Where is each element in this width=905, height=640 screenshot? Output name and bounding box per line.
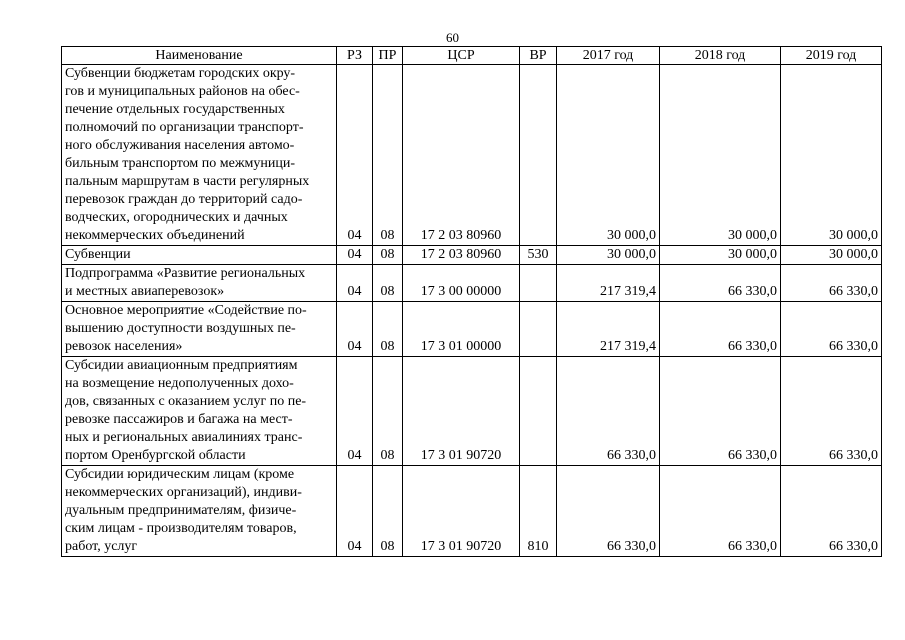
cell-csr: 17 3 01 90720 (403, 357, 520, 466)
name-line: Субвенции бюджетам городских окру- (65, 66, 296, 81)
cell-2018: 30 000,0 (660, 65, 781, 246)
cell-pr: 08 (373, 302, 403, 357)
header-name: Наименование (62, 47, 337, 65)
cell-rz: 04 (337, 65, 373, 246)
cell-rz: 04 (337, 246, 373, 265)
cell-pr: 08 (373, 357, 403, 466)
name-line: полномочий по организации транспорт- (65, 120, 304, 135)
page-number: 60 (446, 30, 459, 45)
table-row (62, 302, 882, 357)
cell-vr: 530 (520, 246, 557, 265)
name-line: и местных авиаперевозок» (65, 284, 225, 299)
cell-2017: 217 319,4 (557, 265, 660, 302)
header-2017: 2017 год (557, 47, 660, 65)
name-line: вышению доступности воздушных пе- (65, 321, 296, 336)
cell-2019: 30 000,0 (781, 246, 882, 265)
name-line: Основное мероприятие «Содействие по- (65, 303, 307, 318)
cell-name (62, 357, 337, 466)
cell-vr (520, 265, 557, 302)
cell-vr (520, 357, 557, 466)
cell-csr: 17 3 01 00000 (403, 302, 520, 357)
cell-2018: 66 330,0 (660, 466, 781, 557)
cell-2018: 66 330,0 (660, 265, 781, 302)
name-line: ревозке пассажиров и багажа на мест- (65, 412, 293, 427)
cell-rz: 04 (337, 466, 373, 557)
cell-2019: 66 330,0 (781, 357, 882, 466)
cell-2019: 66 330,0 (781, 265, 882, 302)
name-line: дов, связанных с оказанием услуг по пе- (65, 394, 307, 409)
name-line: ных и региональных авиалиниях транс- (65, 430, 303, 445)
table-row (62, 246, 882, 265)
cell-csr: 17 2 03 80960 (403, 246, 520, 265)
cell-csr: 17 3 01 90720 (403, 466, 520, 557)
name-line: пальным маршрутам в части регулярных (65, 174, 310, 189)
table-body (62, 65, 882, 557)
header-vr: ВР (520, 47, 557, 65)
cell-2017: 30 000,0 (557, 65, 660, 246)
name-line: Субсидии авиационным предприятиям (65, 358, 298, 373)
cell-2017: 30 000,0 (557, 246, 660, 265)
name-line: некоммерческих объединений (65, 228, 245, 243)
cell-2019: 66 330,0 (781, 302, 882, 357)
cell-2018: 66 330,0 (660, 357, 781, 466)
cell-2019: 30 000,0 (781, 65, 882, 246)
header-rz: РЗ (337, 47, 373, 65)
cell-pr: 08 (373, 265, 403, 302)
name-line: ревозок населения» (65, 339, 183, 354)
cell-csr: 17 3 00 00000 (403, 265, 520, 302)
name-line: ного обслуживания населения автомо- (65, 138, 295, 153)
name-line: на возмещение недополученных дохо- (65, 376, 294, 391)
cell-2018: 30 000,0 (660, 246, 781, 265)
name-line: печение отдельных государственных (65, 102, 285, 117)
name-line: Субвенции (65, 247, 131, 262)
cell-name (62, 466, 337, 557)
cell-2019: 66 330,0 (781, 466, 882, 557)
cell-name (62, 65, 337, 246)
name-line: бильным транспортом по межмуници- (65, 156, 296, 171)
name-line: Подпрограмма «Развитие региональных (65, 266, 306, 281)
table-row (62, 357, 882, 466)
name-line: дуальным предпринимателям, физиче- (65, 503, 297, 518)
name-line: гов и муниципальных районов на обес- (65, 84, 300, 99)
cell-2017: 66 330,0 (557, 357, 660, 466)
cell-2017: 217 319,4 (557, 302, 660, 357)
cell-pr: 08 (373, 65, 403, 246)
cell-rz: 04 (337, 265, 373, 302)
cell-name (62, 302, 337, 357)
name-line: работ, услуг (65, 539, 138, 554)
budget-table (61, 46, 882, 557)
name-line: Субсидии юридическим лицам (кроме (65, 467, 295, 482)
header-csr: ЦСР (403, 47, 520, 65)
name-line: ским лицам - производителям товаров, (65, 521, 297, 536)
header-pr: ПР (373, 47, 403, 65)
cell-vr (520, 302, 557, 357)
cell-vr: 810 (520, 466, 557, 557)
cell-csr: 17 2 03 80960 (403, 65, 520, 246)
cell-2017: 66 330,0 (557, 466, 660, 557)
table-row (62, 65, 882, 246)
cell-name (62, 265, 337, 302)
header-2019: 2019 год (781, 47, 882, 65)
cell-name (62, 246, 337, 265)
cell-2018: 66 330,0 (660, 302, 781, 357)
name-line: водческих, огороднических и дачных (65, 210, 288, 225)
name-line: перевозок граждан до территорий садо- (65, 192, 303, 207)
table-row (62, 265, 882, 302)
table-row (62, 466, 882, 557)
cell-pr: 08 (373, 246, 403, 265)
name-line: некоммерческих организаций), индиви- (65, 485, 302, 500)
header-2018: 2018 год (660, 47, 781, 65)
cell-rz: 04 (337, 302, 373, 357)
name-line: портом Оренбургской области (65, 448, 246, 463)
header-row (62, 47, 882, 65)
cell-vr (520, 65, 557, 246)
cell-pr: 08 (373, 466, 403, 557)
cell-rz: 04 (337, 357, 373, 466)
